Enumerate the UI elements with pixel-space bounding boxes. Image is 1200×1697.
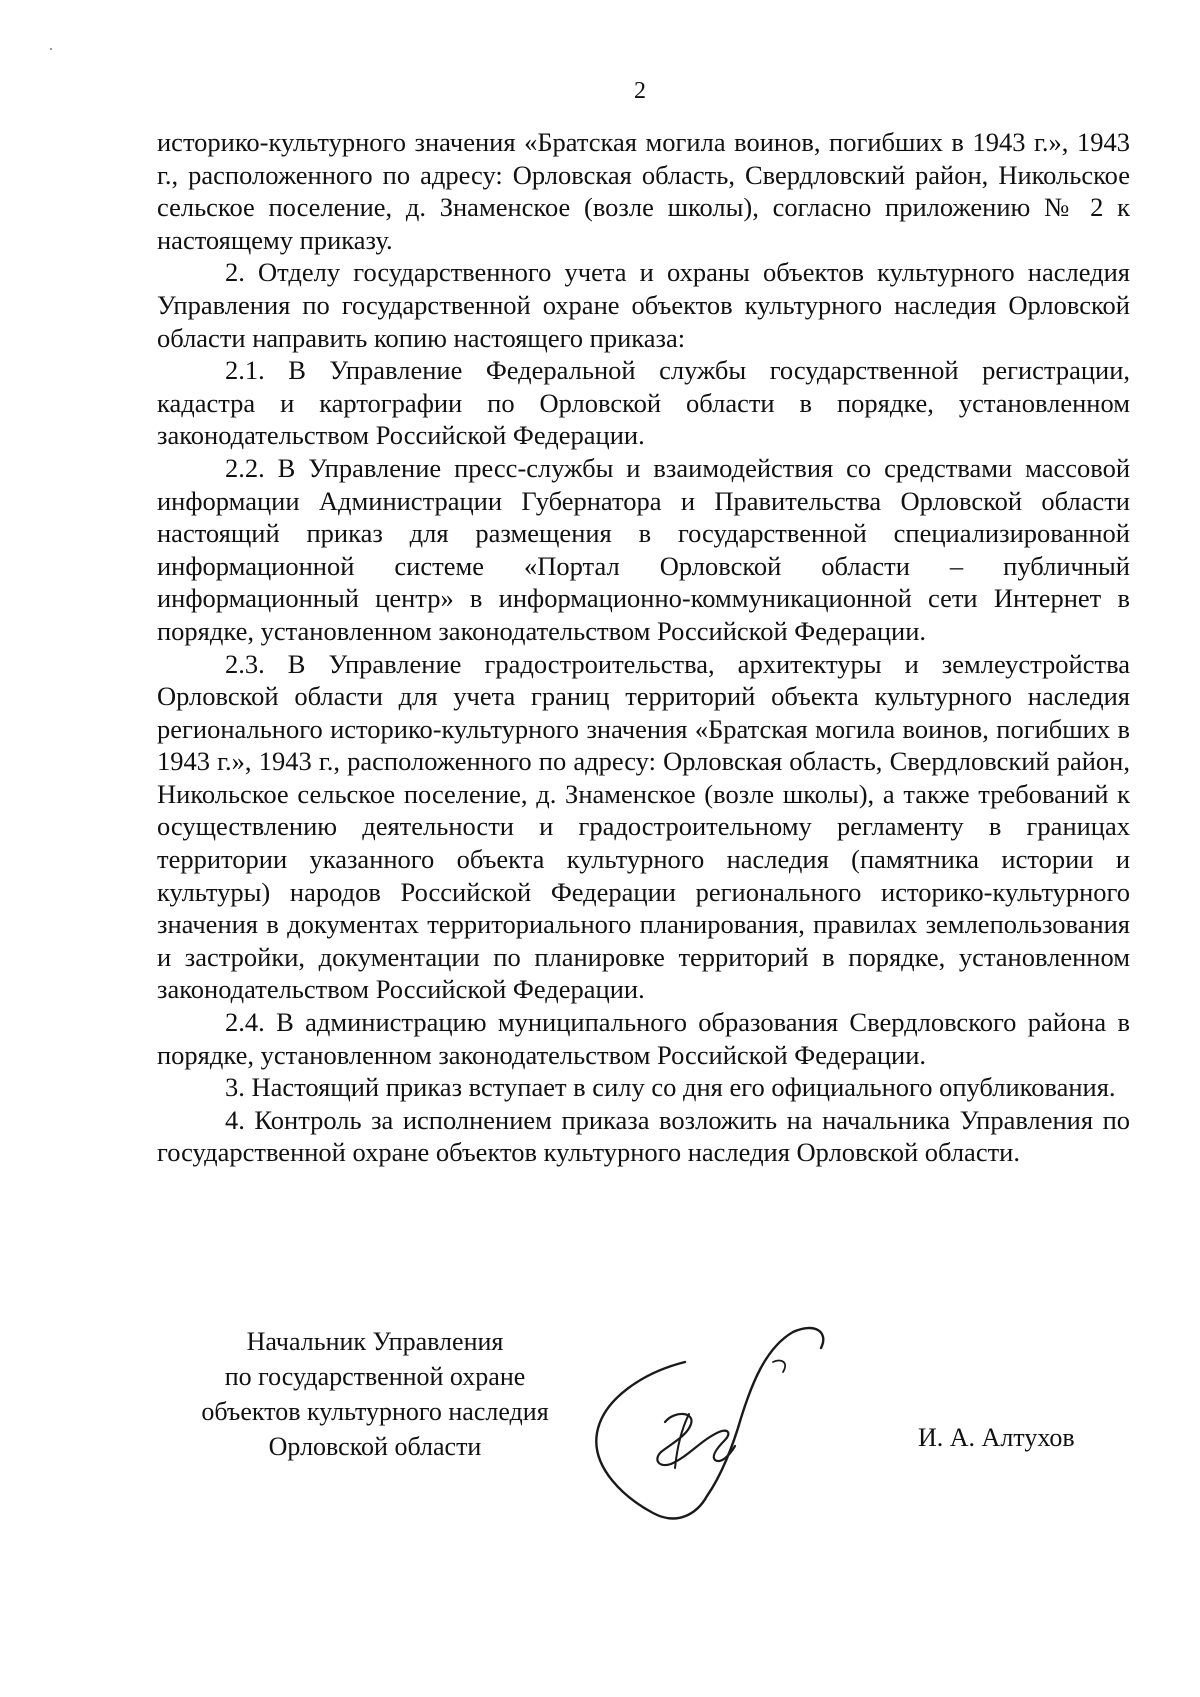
signer-title-line: Орловской области — [268, 1432, 482, 1461]
paragraph-2-4: 2.4. В администрацию муниципального образования Свердловского района в порядке, установленном законодательством Российской Федерации. — [157, 1007, 1130, 1070]
page-number: 2 — [634, 78, 646, 104]
paragraph-1-continuation: историко-культурного значения «Братская могила воинов, погибших в 1943 г.», 1943 г., расположенного по адресу: Орловская область, Свердловский район, Никольское сельское поселение, д. Знаменское (возле школы), согласно приложению № 2 к настоящему приказу. — [157, 127, 1130, 255]
scan-artifact — [50, 48, 52, 50]
paragraph-3: 3. Настоящий приказ вступает в силу со дня его официального опубликования. — [225, 1072, 1116, 1103]
paragraph-2-1: 2.1. В Управление Федеральной службы государственной регистрации, кадастра и картографии по Орловской области в порядке, установленном законодательством Российской Федерации. — [157, 355, 1130, 451]
paragraph-2-3: 2.3. В Управление градостроительства, архитектуры и землеустройства Орловской области для учета границ территорий объекта культурного наследия регионального историко-культурного значения «Братская могила воинов, погибших в 1943 г.», 1943 г., расположенного по адресу: Орловская область, Свердловский район, Никольское сельское поселение, д. Знаменское (возле школы), а также требований к осуществлению деятельности и градостроительному регламенту в границах территории указанного объекта культурного наследия (памятника истории и культуры) народов Российской Федерации регионального историко-культурного значения в документах территориального планирования, правилах землепользования и застройки, документации по планировке территорий в порядке, установленном законодательством Российской Федерации. — [157, 648, 1130, 1005]
paragraph-4: 4. Контроль за исполнением приказа возложить на начальника Управления по государственной охране объектов культурного наследия Орловской области. — [157, 1104, 1130, 1168]
paragraph-2-2: 2.2. В Управление пресс-службы и взаимодействия со средствами массовой информации Администрации Губернатора и Правительства Орловской области настоящий приказ для размещения в государственной специализированной информационной системе «Портал Орловской области – публичный информационный центр» в информационно-коммуникационной сети Интернет в порядке, установленном законодательством Российской Федерации. — [157, 452, 1130, 646]
signer-title-line: по государственной охране — [224, 1362, 526, 1391]
signer-title — [170, 1324, 580, 1464]
signer-name: И. А. Алтухов — [918, 1423, 1075, 1452]
paragraph-2: 2. Отделу государственного учета и охраны объектов культурного наследия Управления по государственной охране объектов культурного наследия Орловской области направить копию настоящего приказа: — [157, 257, 1130, 353]
handwritten-signature — [585, 1318, 865, 1528]
signer-title-line: Начальник Управления — [246, 1327, 504, 1356]
signer-title-line: объектов культурного наследия — [201, 1397, 549, 1426]
document-body — [157, 126, 1130, 1169]
